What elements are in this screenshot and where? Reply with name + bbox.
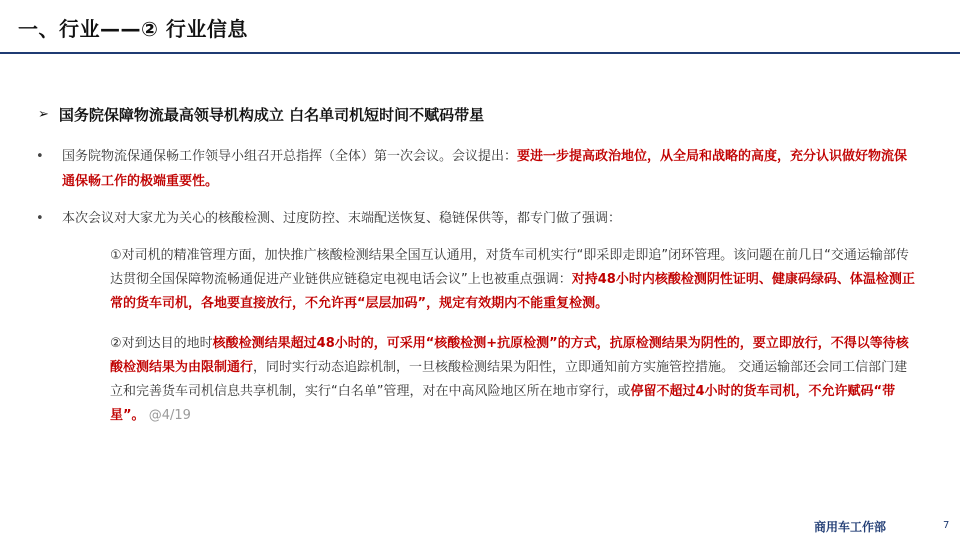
paragraph-text-plain: ②对到达目的地时 [110,336,213,351]
bullet-dot-icon: • [36,149,44,164]
source-date: @4/19 [148,408,191,423]
bullet-item-emphasis [36,206,916,231]
footer-department: 商用车工作部 [814,520,887,534]
bullet-text-plain: 本次会议对大家尤为关心的核酸检测、过度防控、末端配送恢复、稳链保供等，都专门做了强调： [62,211,622,226]
bullet-text-plain: 国务院物流保通保畅工作领导小组召开总指挥（全体）第一次会议。会议提出： [62,149,518,164]
bullet-dot-icon: • [36,211,44,226]
bullet-text-highlight: 要进一步提高政治地位，从全局和战略的高度，充分认识做好物流保通保畅工作的极端重要性。 [62,149,908,189]
paragraph-text-highlight: 停留不超过4小时的货车司机，不允许赋码“带星”。 [110,384,896,423]
paragraph-driver-management [110,244,918,316]
paragraph-text-plain: ①对司机的精准管理方面，加快推广核酸检测结果全国互认通用，对货车司机实行“即采即走即追”闭环管理。该问题在前几日“交通运输部传达贯彻全国保障物流畅通促进产业链供应链稳定电视电话会议”上也被重点强调： [110,248,909,287]
bullet-item-meeting [36,144,916,194]
section-heading-text: 国务院保障物流最高领导机构成立 白名单司机短时间不赋码带星 [58,106,485,124]
arrow-bullet-icon: ➢ [38,107,49,122]
paragraph-text-highlight: 核酸检测结果超过48小时的，可采用“核酸检测+抗原检测”的方式，抗原检测结果为阴性的，要立即放行，不得以等待核酸检测结果为由限制通行 [110,336,909,375]
bullet-text [62,144,916,194]
page-number: 7 [943,520,950,531]
paragraph-text-plain: ，同时实行动态追踪机制，一旦核酸检测结果为阳性，立即通知前方实施管控措施。 交通运输部还会同工信部门建立和完善货车司机信息共享机制，实行“白名单”管理，对在中高风险地区所在地市穿行，或 [110,360,908,399]
title-divider [0,52,960,54]
section-heading [38,104,484,125]
bullet-text [62,206,916,231]
paragraph-arrival-testing [110,332,918,428]
page-title: 一、行业——② 行业信息 [18,17,248,41]
paragraph-text-highlight: 对持48小时内核酸检测阴性证明、健康码绿码、体温检测正常的货车司机，各地要直接放行，不允许再“层层加码”，规定有效期内不能重复检测。 [110,272,915,311]
